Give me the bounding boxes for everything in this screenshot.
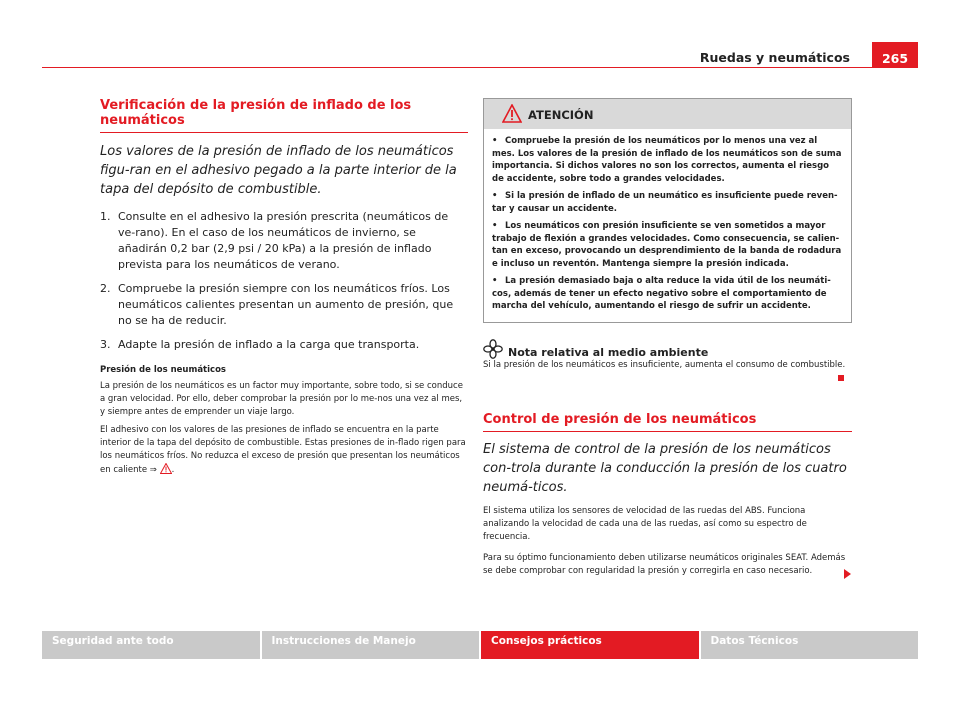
step-text: Compruebe la presión siempre con los neumáticos fríos. Los neumáticos calientes presentan un aumento de presión, que no se ha de reducir.	[118, 282, 454, 327]
paragraph-text: Para su óptimo funcionamiento deben utilizarse neumáticos originales SEAT. Además se debe comprobar con regularidad la presión y corregirla en caso necesario.	[483, 552, 846, 576]
bullet-icon: •	[492, 136, 498, 146]
attention-text: Los neumáticos con presión insuficiente se ven sometidos a mayor trabajo de flexión a grandes velocidades. Como consecuencia, se calien-tan en exceso, provocando un desprendimiento de la banda de rodadura e incluso un reventón. Mantenga siempre la presión indicada.	[492, 221, 842, 269]
steps-list	[100, 209, 468, 353]
environment-note-header	[483, 339, 852, 359]
paragraph: La presión de los neumáticos es un factor muy importante, sobre todo, si se conduce a gran velocidad. Por ello, deber comprobar la presión por lo me-nos una vez al mes, y siempre antes de emprender un viaje largo.	[100, 381, 463, 417]
section-title: Verificación de la presión de inflado de los neumáticos	[100, 98, 468, 133]
header-rule	[42, 67, 918, 68]
environment-title: Nota relativa al medio ambiente	[508, 345, 709, 359]
warning-ref-icon[interactable]	[160, 463, 172, 479]
flower-icon	[483, 339, 503, 359]
step-text: Consulte en el adhesivo la presión prescrita (neumáticos de ve-rano). En el caso de los neumáticos de invierno, se añadirán 0,2 bar (2,9 psi / 20 kPa) a la presión de inflado prevista para los neumáticos de verano.	[118, 210, 449, 271]
list-item	[492, 135, 843, 185]
section-title: Control de presión de los neumáticos	[483, 412, 852, 432]
paragraph-text: El adhesivo con los valores de las presiones de inflado se encuentra en la parte interior de la tapa del depósito de combustible. Estas presiones de in-flado rigen para los neumáticos fríos. No reduzca el exceso de presión que presentan los neumáticos en caliente ⇒	[100, 425, 466, 475]
section-tpms	[483, 412, 852, 578]
bullet-icon: •	[492, 221, 498, 231]
paragraph	[483, 552, 852, 578]
environment-note-text	[483, 359, 852, 372]
left-column	[100, 98, 468, 479]
tab-instrucciones[interactable]: Instrucciones de Manejo	[262, 631, 480, 659]
attention-header	[484, 99, 851, 129]
step-number: 3.	[100, 338, 111, 351]
environment-text: Si la presión de los neumáticos es insuficiente, aumenta el consumo de combustible.	[483, 359, 846, 370]
list-item	[492, 275, 843, 313]
section-end-mark	[838, 375, 844, 381]
tab-seguridad[interactable]: Seguridad ante todo	[42, 631, 260, 659]
attention-box	[483, 98, 852, 323]
list-item	[492, 190, 843, 215]
attention-text: La presión demasiado baja o alta reduce la vida útil de los neumáti-cos, además de tener un efecto negativo sobre el comportamiento de marcha del vehículo, aumentando el riesgo de sufrir un accidente.	[492, 276, 831, 311]
tab-datos-tecnicos[interactable]: Datos Técnicos	[701, 631, 919, 659]
list-item	[100, 337, 468, 353]
paragraph-with-ref: El adhesivo con los valores de las presiones de inflado se encuentra en la parte interior de la tapa del depósito de combustible. Estas presiones de in-flado rigen para los neumáticos fríos. No reduzca el exceso de presión que presentan los neumáticos en caliente ⇒ .	[100, 424, 468, 479]
attention-text: Si la presión de inflado de un neumático es insuficiente puede reven-tar y causar un accidente.	[492, 191, 838, 214]
step-number: 1.	[100, 210, 111, 223]
warning-triangle-icon	[502, 104, 522, 123]
bullet-icon: •	[492, 276, 498, 286]
bullet-icon: •	[492, 191, 498, 201]
right-column	[483, 98, 852, 578]
step-number: 2.	[100, 282, 111, 295]
section-intro: Los valores de la presión de inflado de los neumáticos figu-ran en el adhesivo pegado a la parte interior de la tapa del depósito de combustible.	[100, 144, 457, 197]
running-header-title: Ruedas y neumáticos	[699, 50, 850, 65]
footer-tabs	[42, 631, 918, 659]
tab-consejos[interactable]: Consejos prácticos	[481, 631, 699, 659]
paragraph: El sistema utiliza los sensores de velocidad de las ruedas del ABS. Funciona analizando la velocidad de cada una de las ruedas, así como su espectro de frecuencia.	[483, 505, 807, 542]
section-intro: El sistema de control de la presión de los neumáticos con-trola durante la conducción la presión de los cuatro neumá-ticos.	[483, 441, 847, 495]
continue-arrow-icon	[844, 569, 851, 579]
list-item	[492, 220, 843, 270]
list-item	[100, 281, 468, 329]
list-item	[100, 209, 468, 273]
attention-text: Compruebe la presión de los neumáticos por lo menos una vez al mes. Los valores de la presión de inflado de los neumáticos son de suma importancia. Si dichos valores no son los correctos, aumenta el riesgo de accidente, sobre todo a grandes velocidades.	[492, 136, 842, 184]
step-text: Adapte la presión de inflado a la carga que transporta.	[118, 338, 420, 351]
page-number: 265	[872, 42, 918, 67]
attention-body	[484, 129, 851, 322]
attention-title: ATENCIÓN	[528, 108, 594, 122]
sub-heading: Presión de los neumáticos	[100, 365, 226, 375]
